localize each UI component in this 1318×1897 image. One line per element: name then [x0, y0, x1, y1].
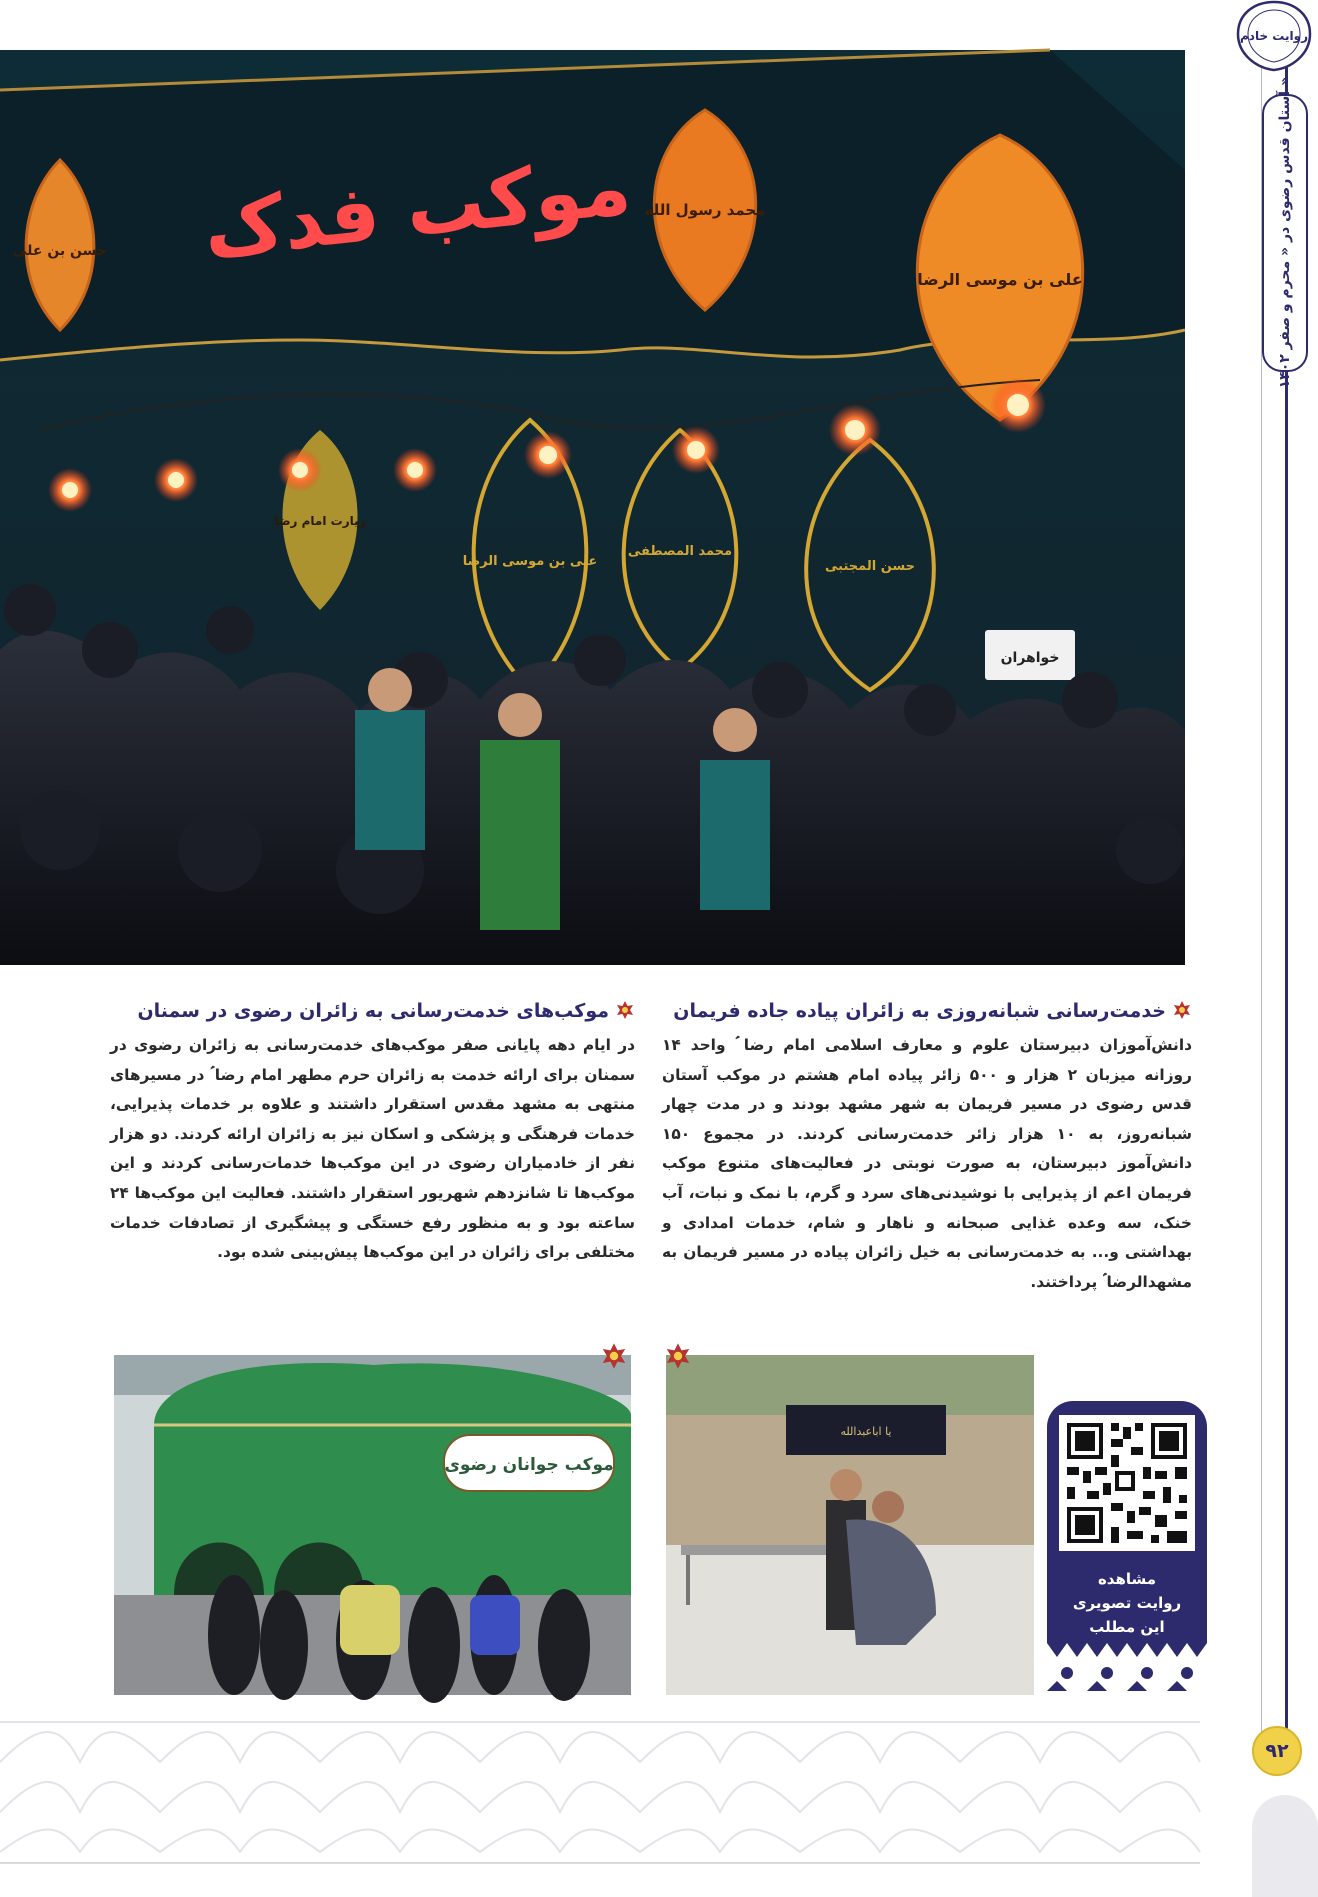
article-fariman: [662, 996, 1192, 1297]
photo-fariman-illustration: [666, 1355, 1034, 1695]
article-semnan-title: [110, 996, 635, 1027]
article-semnan: [110, 996, 635, 1268]
photo-fariman-barber: [666, 1355, 1034, 1695]
panel-text-6: محمد المصطفی: [627, 544, 733, 559]
issue-label-text: آستان قدس رضوی در « محرم و صفر ۱۴۰۲ »: [1277, 77, 1293, 389]
panel-text-3: علی بن موسی الرضا: [917, 270, 1083, 289]
article-line: سمنان برای ارائه خدمت به زائران حرم مطهر امام رضا ؑ در مسیرهای: [110, 1065, 635, 1084]
photo-semnan-mowkib: [114, 1355, 631, 1695]
panel-text-4: زیارت امام رضا: [274, 514, 366, 528]
flower-bullet-icon: [664, 1342, 692, 1370]
photo-mid-banner: یا اباعبدالله: [840, 1425, 892, 1438]
article-line: به خیل زائران پیاده در مسیر فریمان به مشهدالرضا ؑ پرداختند.: [662, 1243, 1192, 1291]
qr-caption-line: مشاهده: [1097, 1570, 1157, 1588]
flower-bullet-icon: [600, 1342, 628, 1370]
article-line: نفر از خادمیاران رضوی در این موکب‌ها خدمات‌رسانی کردند و این: [110, 1154, 635, 1173]
article-line: مختلفی برای زائران در این موکب‌ها پیش‌بینی شده بود.: [217, 1243, 635, 1262]
sidebar-arch-decoration: [1252, 1795, 1318, 1897]
qr-card-pattern: [1047, 1643, 1207, 1691]
article-fariman-title-text: خدمت‌رسانی شبانه‌روزی به زائران پیاده جاده فریمان: [673, 1000, 1166, 1022]
logo-text: روایت خادم: [1240, 29, 1308, 43]
panel-text-1: حسن بن علی: [13, 243, 107, 259]
panel-text-2: محمد رسول الله: [644, 201, 766, 219]
article-line: موکب‌ها تا شانزدهم شهریور استقرار داشتند. فعالیت این موکب‌ها: [134, 1183, 636, 1202]
article-line: هزار زائر خدمت‌رسانی کردند. در مجموع ۱۵۰ دانش‌آموز دبیرستان،: [662, 1124, 1193, 1173]
qr-code-icon: [1059, 1415, 1195, 1551]
panel-text-5: علی بن موسی الرضا: [462, 554, 598, 569]
magazine-logo: [1234, 0, 1314, 72]
flower-bullet-icon: [1172, 1000, 1192, 1020]
qr-card[interactable]: [1047, 1401, 1207, 1691]
article-semnan-body: [110, 1031, 635, 1268]
qr-caption-line: روایت تصویری: [1072, 1594, 1182, 1612]
article-fariman-title: [662, 996, 1192, 1027]
issue-label: [1262, 77, 1308, 389]
page-number: ۹۲: [1252, 1726, 1302, 1776]
panel-text-7: حسن المجتبی: [824, 559, 916, 574]
bottom-rule: [0, 1862, 1200, 1864]
qr-caption-line: این مطلب: [1089, 1618, 1165, 1636]
article-line: نوشیدنی‌های سرد و گرم، با نمک و نبات، آب خنک، سه وعده غذایی: [662, 1183, 1193, 1232]
article-fariman-body: [662, 1031, 1192, 1297]
sign-text: خواهران: [1000, 650, 1060, 666]
article-line: ۲۴ ساعته بود و به منظور رفع خستگی و پیشگیری از تصادفات خدمات: [110, 1183, 635, 1232]
bottom-ornament: [0, 1712, 1200, 1862]
qr-caption: [1047, 1567, 1207, 1639]
article-semnan-title-text: موکب‌های خدمت‌رسانی به زائران رضوی در سمنان: [137, 1000, 609, 1022]
article-line: در مسیر فریمان به شهر مشهد بودند و در مدت چهار شبانه‌روز، به ۱۰: [662, 1095, 1192, 1143]
main-photo: [0, 50, 1185, 965]
article-line: صبحانه و ناهار و شام، خدمات امدادی و بهداشتی و... به خدمت‌رسانی: [662, 1213, 1193, 1262]
article-line: میزبان ۲ هزار و ۵۰۰ زائر پیاده امام هشتم در موکب آستان قدس رضوی: [662, 1065, 1192, 1114]
article-line: در ایام دهه پایانی صفر موکب‌های خدمت‌رسانی به زائران رضوی در: [110, 1036, 635, 1054]
article-line: دانش‌آموزان دبیرستان علوم و معارف اسلامی امام رضا ؑ واحد ۱۴ روزانه: [662, 1036, 1192, 1084]
qr-code[interactable]: [1059, 1415, 1195, 1551]
article-line: خدمات فرهنگی و پزشکی و اسکان نیز به زائران ارائه کردند. دو هزار: [110, 1124, 635, 1143]
main-photo-illustration: [0, 50, 1185, 965]
banner-text: موکب فدک: [199, 142, 635, 277]
photo-semnan-illustration: [114, 1355, 631, 1695]
flower-bullet-icon: [615, 1000, 635, 1020]
photo-left-banner: موکب جوانان رضوی: [444, 1455, 614, 1475]
article-line: منتهی به مشهد مقدس استقرار داشتند و علاوه بر خدمات پذیرایی،: [110, 1095, 635, 1114]
article-line: به صورت نوبتی در فعالیت‌های متنوع موکب فریمان اعم از پذیرایی با: [662, 1154, 1192, 1202]
